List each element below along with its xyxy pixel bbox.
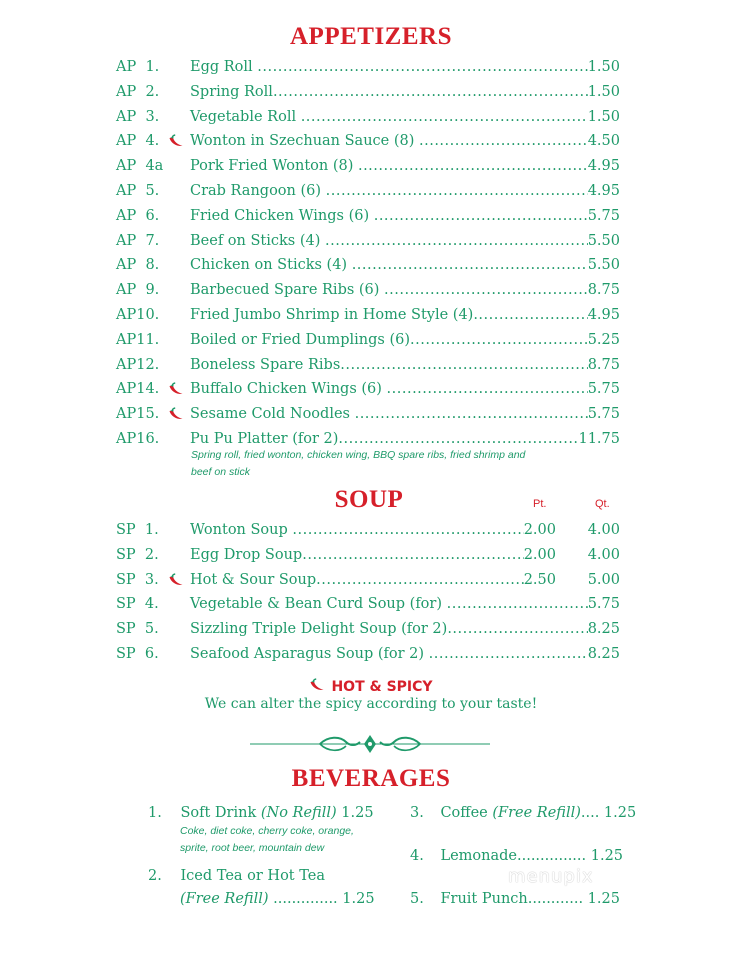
appetizer-item bbox=[0, 304, 620, 326]
leader-dots bbox=[447, 618, 587, 640]
leader-dots bbox=[301, 106, 588, 128]
beverage-name: Fruit Punch bbox=[440, 891, 528, 907]
item-name: Vegetable & Bean Curd Soup (for) bbox=[190, 596, 447, 613]
item-price-pt: 2.00 bbox=[523, 546, 556, 563]
item-price: 8.25 bbox=[587, 646, 620, 662]
item-code: AP10. bbox=[116, 307, 160, 323]
soup-item bbox=[0, 643, 620, 665]
item-code: AP14. bbox=[116, 381, 160, 398]
appetizer-item bbox=[0, 180, 620, 202]
soup-item bbox=[0, 519, 620, 541]
beverage-number: 3. bbox=[410, 805, 424, 821]
appetizer-item bbox=[0, 130, 620, 152]
hot-spicy-title: HOT & SPICY bbox=[331, 679, 433, 695]
beverage-number: 1. bbox=[148, 805, 162, 821]
item-price-pt: 2.00 bbox=[523, 522, 556, 538]
item-name: Barbecued Spare Ribs (6) bbox=[190, 282, 385, 299]
beverage-price: 1.25 bbox=[336, 805, 374, 821]
item-price: 5.25 bbox=[587, 331, 620, 348]
appetizer-item bbox=[0, 155, 620, 177]
item-name: Pu Pu Platter (for 2) bbox=[190, 431, 339, 447]
item-price: 8.25 bbox=[587, 621, 620, 638]
soup-col-qt: Qt. bbox=[595, 498, 610, 510]
item-code: SP 2. bbox=[116, 546, 159, 563]
item-name: Wonton Soup bbox=[190, 522, 293, 538]
item-price: 5.75 bbox=[587, 207, 620, 224]
item-price: 4.50 bbox=[587, 133, 620, 150]
appetizers-title: APPETIZERS bbox=[290, 23, 452, 50]
item-code: AP11. bbox=[116, 331, 160, 348]
leader-dots bbox=[257, 56, 587, 78]
hot-spicy-note: We can alter the spicy according to your taste! bbox=[204, 696, 538, 712]
hot-spicy-legend bbox=[0, 678, 742, 695]
item-name: Beef on Sticks (4) bbox=[190, 232, 325, 249]
leader-dots bbox=[325, 230, 588, 252]
beverage-price: 1.25 bbox=[599, 805, 637, 821]
beverage-name: Soft Drink bbox=[180, 805, 261, 821]
leader-dots bbox=[273, 81, 588, 103]
leader-dots bbox=[473, 304, 587, 326]
beverage-number: 4. bbox=[410, 848, 424, 864]
item-price-pt: 2.50 bbox=[523, 571, 556, 588]
item-price: 8.75 bbox=[587, 356, 620, 373]
item-price: 1.50 bbox=[587, 108, 620, 125]
leader-dots bbox=[302, 544, 523, 566]
leader-dots bbox=[374, 205, 588, 227]
item-name: Boneless Spare Ribs bbox=[190, 356, 341, 373]
chili-pepper-icon bbox=[168, 407, 184, 421]
beverage-coffee bbox=[410, 802, 636, 824]
item-price: 5.50 bbox=[587, 232, 620, 249]
beverage-iced-tea bbox=[148, 865, 325, 887]
appetizer-item bbox=[0, 403, 620, 425]
beverage-price: 1.25 bbox=[337, 891, 375, 907]
appetizer-item bbox=[0, 378, 620, 400]
item-price: 4.95 bbox=[587, 307, 620, 323]
item-name: Fried Jumbo Shrimp in Home Style (4) bbox=[190, 307, 474, 323]
appetizer-item bbox=[0, 205, 620, 227]
item-code: SP 4. bbox=[116, 596, 159, 613]
item-price: 5.75 bbox=[587, 406, 620, 423]
item-code: AP 6. bbox=[116, 207, 160, 224]
beverage-price: 1.25 bbox=[583, 891, 620, 907]
item-code: AP15. bbox=[116, 406, 160, 423]
item-code: AP 8. bbox=[116, 257, 160, 274]
item-name: Buffalo Chicken Wings (6) bbox=[190, 381, 387, 398]
beverage-dots: ............... bbox=[517, 848, 587, 864]
item-name: Fried Chicken Wings (6) bbox=[190, 207, 374, 224]
soft-drink-note-line-1: Coke, diet coke, cherry coke, orange, bbox=[180, 825, 354, 837]
item-price: 5.75 bbox=[587, 381, 620, 398]
item-price-qt: 4.00 bbox=[587, 522, 620, 538]
appetizer-item bbox=[0, 106, 620, 128]
item-price: 1.50 bbox=[587, 83, 620, 100]
item-price-qt: 5.00 bbox=[587, 571, 620, 588]
leader-dots bbox=[358, 155, 588, 177]
item-price: 4.95 bbox=[587, 183, 620, 199]
watermark: menupix bbox=[508, 866, 594, 887]
beverage-refill: (Free Refill) bbox=[492, 805, 581, 821]
leader-dots bbox=[292, 519, 523, 541]
item-code: SP 6. bbox=[116, 646, 159, 662]
appetizer-item bbox=[0, 81, 620, 103]
item-price: 1.50 bbox=[587, 59, 620, 75]
platter-note-line-1: Spring roll, fried wonton, chicken wing, BBQ spare ribs, fried shrimp and bbox=[191, 449, 526, 461]
item-code: SP 5. bbox=[116, 621, 159, 638]
platter-note-line-2: beef on stick bbox=[191, 466, 250, 478]
item-name: Vegetable Roll bbox=[190, 108, 301, 125]
item-price: 5.50 bbox=[587, 257, 620, 274]
leader-dots bbox=[352, 254, 588, 276]
chili-pepper-icon bbox=[168, 382, 184, 396]
soft-drink-note bbox=[180, 823, 354, 857]
item-price: 8.75 bbox=[587, 282, 620, 299]
chili-pepper-icon bbox=[168, 573, 184, 587]
item-code: AP 4a bbox=[116, 158, 164, 175]
soup-col-pt: Pt. bbox=[533, 498, 547, 510]
item-code: AP 7. bbox=[116, 232, 160, 249]
item-code: AP 3. bbox=[116, 108, 160, 125]
leader-dots bbox=[340, 354, 587, 376]
item-code: AP12. bbox=[116, 356, 160, 373]
beverage-number: 2. bbox=[148, 868, 162, 884]
beverage-refill: (Free Refill) bbox=[180, 891, 269, 907]
item-name: Hot & Sour Soup bbox=[190, 571, 317, 588]
appetizer-item bbox=[0, 354, 620, 376]
beverage-dots: ............ bbox=[527, 891, 584, 907]
item-code: AP 1. bbox=[116, 59, 160, 75]
appetizer-item bbox=[0, 230, 620, 252]
leader-dots bbox=[429, 643, 588, 665]
item-code: SP 3. bbox=[116, 571, 159, 588]
item-code: SP 1. bbox=[116, 522, 159, 538]
item-name: Seafood Asparagus Soup (for 2) bbox=[190, 646, 429, 662]
appetizer-item bbox=[0, 56, 620, 78]
item-price: 5.75 bbox=[587, 596, 620, 613]
leader-dots bbox=[355, 403, 588, 425]
item-name: Wonton in Szechuan Sauce (8) bbox=[190, 133, 419, 150]
leader-dots bbox=[410, 329, 588, 351]
item-code: AP16. bbox=[116, 431, 160, 447]
beverage-dots: .............. bbox=[268, 891, 338, 907]
soup-item bbox=[0, 569, 620, 591]
item-code: AP 5. bbox=[116, 183, 160, 199]
chili-pepper-icon bbox=[309, 678, 325, 692]
appetizer-item bbox=[0, 254, 620, 276]
item-name: Sesame Cold Noodles bbox=[190, 406, 355, 423]
beverage-dots: .... bbox=[580, 805, 600, 821]
beverage-soft-drink bbox=[148, 802, 374, 824]
beverage-iced-tea-price-line bbox=[180, 888, 375, 910]
appetizer-item bbox=[0, 329, 620, 351]
item-code: AP 4. bbox=[116, 133, 160, 150]
platter-note bbox=[191, 447, 525, 481]
beverage-refill: (No Refill) bbox=[260, 805, 337, 821]
item-code: AP 2. bbox=[116, 83, 160, 100]
leader-dots bbox=[447, 593, 588, 615]
soup-title: SOUP bbox=[334, 486, 404, 513]
item-price: 11.75 bbox=[578, 431, 620, 447]
beverages-title: BEVERAGES bbox=[291, 765, 451, 792]
soup-item bbox=[0, 618, 620, 640]
chili-pepper-icon bbox=[168, 134, 184, 148]
beverage-price: 1.25 bbox=[586, 848, 624, 864]
item-name: Egg Drop Soup bbox=[190, 546, 303, 563]
soft-drink-note-line-2: sprite, root beer, mountain dew bbox=[180, 842, 325, 854]
leader-dots bbox=[326, 180, 588, 202]
leader-dots bbox=[384, 279, 588, 301]
beverage-lemonade bbox=[410, 845, 623, 867]
appetizer-item bbox=[0, 279, 620, 301]
beverage-name: Lemonade bbox=[440, 848, 517, 864]
item-name: Chicken on Sticks (4) bbox=[190, 257, 352, 274]
leader-dots bbox=[387, 378, 588, 400]
soup-item bbox=[0, 544, 620, 566]
beverage-name: Iced Tea or Hot Tea bbox=[180, 868, 326, 884]
item-name: Spring Roll bbox=[190, 83, 273, 100]
item-code: AP 9. bbox=[116, 282, 160, 299]
beverage-number: 5. bbox=[410, 891, 424, 907]
item-name: Egg Roll bbox=[190, 59, 258, 75]
beverage-name: Coffee bbox=[440, 805, 493, 821]
item-name: Sizzling Triple Delight Soup (for 2) bbox=[190, 621, 448, 638]
item-name: Pork Fried Wonton (8) bbox=[190, 158, 358, 175]
beverage-fruit-punch bbox=[410, 888, 620, 910]
leader-dots bbox=[316, 569, 524, 591]
soup-item bbox=[0, 593, 620, 615]
ornament-divider bbox=[250, 732, 490, 756]
item-name: Boiled or Fried Dumplings (6) bbox=[190, 331, 410, 348]
item-price: 4.95 bbox=[587, 158, 620, 175]
item-name: Crab Rangoon (6) bbox=[190, 183, 326, 199]
leader-dots bbox=[419, 130, 588, 152]
item-price-qt: 4.00 bbox=[587, 546, 620, 563]
